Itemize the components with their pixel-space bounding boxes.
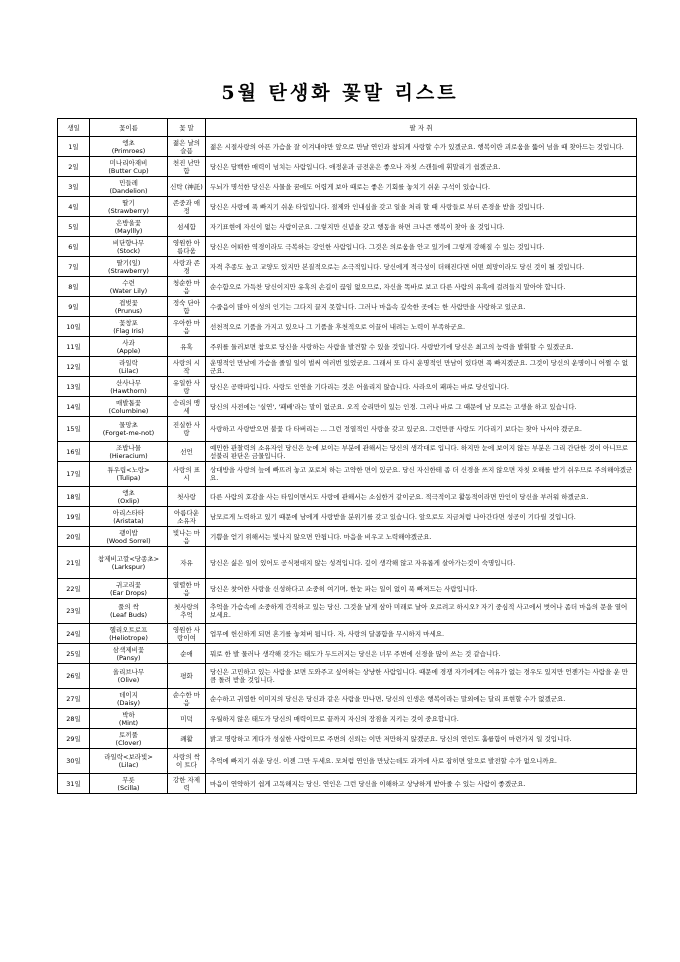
fortune-description-cell: 마음이 연약하기 쉽게 고독해지는 당신. 연인은 그런 당신을 이해하고 상냥하게 받아줄 수 있는 사람이 좋겠군요. [206,774,637,794]
flower-english-name: (Olive) [117,676,140,684]
flower-language-cell: 신탁 (神託) [168,177,206,197]
flower-english-name: (Clover) [115,738,142,747]
flower-name-cell [90,599,168,624]
flower-english-name: (Scilla) [117,783,140,792]
flower-language-cell: 자유 [168,547,206,579]
flower-language-cell: 평화 [168,664,206,689]
flower-language-cell: 첫사랑의 추억 [168,599,206,624]
flower-english-name: (Ear Drops) [110,588,147,597]
flower-korean-name: 아리스타타 [112,508,145,517]
flower-english-name: (Water Lily) [109,286,148,295]
table-row [58,547,637,579]
flower-english-name: (Prunus) [114,306,143,315]
column-header-fortune: 팔 자 취 [206,119,637,137]
birth-date-cell: 22일 [58,579,90,599]
fortune-description-cell: 추억을 가슴속에 소중하게 간직하고 있는 당신. 그것을 날게 삼아 미래로 날아 오르려고 하시오? 자기 중심적 사고에서 벗어나 좀더 마음의 문을 열어 보세요. [206,599,637,624]
column-header-flower-name: 꽃이름 [90,119,168,137]
table-row [58,377,637,397]
fortune-description-cell: 상대방을 사랑의 늪에 빠뜨려 놓고 포로처 하는 고약한 면이 있군요. 당신 자신한테 좀 더 신경을 쓰지 않으면 자칫 오해를 받기 쉬우므로 주의해야겠군요. [206,462,637,487]
flower-name-cell [90,442,168,462]
flower-language-cell: 천진 난만함 [168,157,206,177]
flower-language-cell: 빛나는 마음 [168,527,206,547]
flower-language-cell: 젊은 날의 슬픔 [168,137,206,157]
flower-language-cell: 청순한 마음 [168,277,206,297]
flower-language-cell: 섬세함 [168,217,206,237]
birth-date-cell: 17일 [58,462,90,487]
flower-language-cell: 사랑의 표시 [168,462,206,487]
table-row [58,689,637,709]
flower-korean-name: 수련 [122,278,135,287]
flower-korean-name: 사과 [122,338,135,347]
fortune-description-cell: 예민한 관찰력의 소유자인 당신은 눈에 보이는 부분에 관해서는 당신의 생각대로 입니다. 하지만 눈에 보이지 않는 부분은 그리 간단한 것이 아니므로 섣불리 판단은 금물입니다. [206,442,637,462]
fortune-description-cell: 당신은 찻어한 사랑을 신성하다고 소중히 여기며, 한눈 파는 일이 없이 푹 빠져드는 사람입니다. [206,579,637,599]
flower-korean-name: 라일락 [119,358,138,367]
birth-date-cell: 21일 [58,547,90,579]
flower-english-name: (Strawberry) [108,266,149,275]
table-row [58,397,637,417]
birth-date-cell: 1일 [58,137,90,157]
flower-english-name: (Wood Sorrel) [106,536,151,545]
flower-name-cell [90,527,168,547]
flower-name-cell [90,317,168,337]
table-row [58,157,637,177]
fortune-description-cell: 당신은 담백한 매력이 넘치는 사람입니다. 애정운과 금전운은 좋으나 자칫 스캔들에 휘말리기 쉽겠군요. [206,157,637,177]
flower-english-name: (Daisy) [116,698,141,707]
birth-date-cell: 24일 [58,624,90,644]
flower-english-name: (Stock) [116,246,141,255]
table-row [58,177,637,197]
birth-date-cell: 29일 [58,729,90,749]
flower-english-name: (Apple) [116,346,141,355]
birth-date-cell: 27일 [58,689,90,709]
flower-korean-name: 비단향나무 [112,238,145,247]
fortune-description-cell: 젊은 시절사랑의 아픈 가슴을 잘 이겨내야만 앞으로 만날 연인과 참되게 사랑할 수가 있겠군요. 행복이란 괴로움을 뚫어 넘을 때 찾아드는 것입니다. [206,137,637,157]
flower-name-cell [90,709,168,729]
flower-name-cell [90,729,168,749]
fortune-description-cell: 다른 사람의 호감을 사는 타입이면서도 사랑에 관해서는 소심한거 같이군요. 적극적이고 활동적이라면 만인이 당신을 부러워 하겠군요. [206,487,637,507]
fortune-description-cell: 당신은 어떠한 역경이라도 극복하는 강인한 사람입니다. 그것은 의로움을 안고 있기에 그렇게 강해질 수 있는 것입니다. [206,237,637,257]
flower-language-cell: 순애 [168,644,206,664]
flower-korean-name: 딸기(잎) [116,258,141,267]
fortune-description-cell: 우월하지 않은 태도가 당신의 매력이므로 끝까지 자신의 장점을 지키는 것이 중요합니다. [206,709,637,729]
table-row [58,579,637,599]
birth-date-cell: 28일 [58,709,90,729]
birth-date-cell: 14일 [58,397,90,417]
flower-english-name: (Butter Cup) [108,166,149,175]
flower-language-cell: 우아한 마음 [168,317,206,337]
table-row [58,257,637,277]
flower-name-cell [90,487,168,507]
flower-language-cell: 아름다운 소유자 [168,507,206,527]
flower-language-cell: 유일한 사랑 [168,377,206,397]
fortune-description-cell: 자격 추종도 높고 교양도 있지만 본질적으로는 소극적입니다. 당신에게 적극성이 더해진다면 어떤 희망이라도 당신 것이 될 것입니다. [206,257,637,277]
flower-korean-name: 귀고리꽃 [115,580,142,589]
flower-name-cell [90,579,168,599]
flower-korean-name: 올리브나무 [112,668,145,676]
page-title: 5월 탄생화 꽃말 리스트 [221,82,459,104]
birth-date-cell: 12일 [58,357,90,377]
flower-name-cell [90,664,168,689]
fortune-description-cell: 밝고 명랑하고 게다가 성실한 사람이므로 주변의 신뢰는 이만 저만하지 않겠군요. 당신의 연인도 훌륭함이 마련가지 일 것입니다. [206,729,637,749]
birth-date-cell: 2일 [58,157,90,177]
flower-name-cell [90,137,168,157]
flower-english-name: (Dandelion) [109,186,148,195]
flower-english-name: (Aristata) [113,516,144,525]
fortune-description-cell: 기쁨을 얻기 위해서는 빛나지 않으면 안됩니다. 마음을 비우고 노력해야겠군요. [206,527,637,547]
table-row [58,357,637,377]
birth-flower-table [57,118,637,794]
flower-korean-name: 매발톱꽃 [115,398,142,407]
fortune-description-cell: 사랑하고 사랑받으면 불꽃 다 타버리는 ... 그런 정열적인 사랑을 갖고 있군요. 그런만큼 사랑도 기다리기 보다는 찾아 나서야 겠군요. [206,417,637,442]
flower-language-cell: 첫사랑 [168,487,206,507]
table-header-row [58,119,637,137]
flower-name-cell [90,624,168,644]
flower-english-name: (Larkspur) [111,562,146,571]
flower-language-cell: 열렬한 마음 [168,579,206,599]
flower-english-name: (Primroes) [111,146,146,155]
flower-korean-name: 튜우립<노랑> [107,466,150,474]
flower-english-name: (Leaf Buds) [109,611,147,619]
flower-name-cell [90,357,168,377]
birth-date-cell: 9일 [58,297,90,317]
flower-korean-name: 괭이밥 [119,528,138,537]
flower-korean-name: 산사나무 [115,378,142,387]
fortune-description-cell: 당신의 사전에는 '실연', '패배'라는 말이 없군요. 오직 승리만이 있는 인경. 그러나 바로 그 때문에 남 모르는 고생을 하고 있습니다. [206,397,637,417]
birth-date-cell: 18일 [58,487,90,507]
flower-korean-name: 조밥나물 [115,443,142,452]
flower-name-cell [90,644,168,664]
flower-english-name: (Tulipa) [116,474,141,482]
table-row [58,644,637,664]
table-row [58,137,637,157]
flower-language-cell: 존중과 애정 [168,197,206,217]
flower-korean-name: 헬리오트로프 [109,625,148,634]
flower-korean-name: 미나리아재비 [109,158,148,167]
birth-date-cell: 10일 [58,317,90,337]
flower-english-name: (Columbine) [108,406,149,415]
flower-name-cell [90,157,168,177]
flower-language-cell: 승리의 맹세 [168,397,206,417]
flower-korean-name: 엥초 [122,138,135,147]
flower-korean-name: 데이지 [119,690,138,699]
flower-korean-name: 꽃창포 [119,318,138,327]
fortune-description-cell: 뭐로 한 발 물러나 생각해 갖가는 태도가 두드러지는 당신은 너무 주변에 신경을 많이 쓰는 것 같습니다. [206,644,637,664]
flower-english-name: (Mint) [118,718,139,727]
fortune-description-cell: 남모르게 노력하고 있기 때문에 남에게 사랑받을 분위기를 갖고 있습니다. 앞으로도 지금처럼 나아간다면 성공이 기다릴 것입니다. [206,507,637,527]
birth-date-cell: 30일 [58,749,90,774]
table-row [58,774,637,794]
flower-korean-name: 박하 [122,710,135,719]
flower-name-cell [90,337,168,357]
birth-date-cell: 26일 [58,664,90,689]
table-row [58,337,637,357]
flower-language-cell: 진실한 사랑 [168,417,206,442]
fortune-description-cell: 주위를 둘러보면 참으로 당신을 사랑하는 사람을 발견할 수 있을 것입니다. 사랑받기에 당신은 최고의 능력을 발휘할 수 있겠군요. [206,337,637,357]
fortune-description-cell: 당신은 사랑에 푹 빠지기 쉬운 타입입니다. 절제와 인내심을 갖고 일을 처리 할 때 사랑들로 부터 존경을 받을 것입니다. [206,197,637,217]
flower-name-cell [90,297,168,317]
flower-korean-name: 무릇 [122,775,135,784]
table-row [58,624,637,644]
table-row [58,664,637,689]
flower-language-cell: 순수한 마음 [168,689,206,709]
flower-name-cell [90,217,168,237]
table-row [58,317,637,337]
flower-korean-name: 토끼풀 [119,730,138,739]
column-header-flower-language: 꽃 말 [168,119,206,137]
flower-name-cell [90,277,168,297]
flower-english-name: (Hieracium) [109,451,148,460]
flower-english-name: (Lilac) [118,761,139,769]
flower-name-cell [90,257,168,277]
flower-korean-name: 딸기 [122,198,135,207]
flower-language-cell: 유혹 [168,337,206,357]
birth-date-cell: 3일 [58,177,90,197]
fortune-description-cell: 수줍음이 많아 이성의 인기는 그다지 끌지 못합니다. 그러나 마음속 깊숙한 곳에는 한 사람만을 사랑하고 있군요. [206,297,637,317]
flower-name-cell [90,507,168,527]
table-row [58,599,637,624]
flower-korean-name: 물망초 [119,421,138,429]
birth-date-cell: 23일 [58,599,90,624]
flower-name-cell [90,397,168,417]
flower-name-cell [90,237,168,257]
fortune-description-cell: 선천적으로 기품을 가지고 있으나 그 기품을 후천적으로 이끌어 내려는 노력이 부족하군요. [206,317,637,337]
flower-name-cell [90,177,168,197]
birth-date-cell: 11일 [58,337,90,357]
table-row [58,277,637,297]
fortune-description-cell: 업무에 헌신하게 되면 혼기를 놓쳐버 됩니다. 자, 사랑의 달콤함을 무시하지 마세요. [206,624,637,644]
fortune-description-cell: 당신은 싫은 일이 있어도 공식평대지 않는 성격입니다. 깊이 생각해 않고 자유롭게 살아가는것이 숙명입니다. [206,547,637,579]
birth-date-cell: 4일 [58,197,90,217]
birth-date-cell: 7일 [58,257,90,277]
birth-date-cell: 13일 [58,377,90,397]
table-row [58,217,637,237]
flower-korean-name: 참제비고깔<당종초> [97,554,160,563]
table-row [58,237,637,257]
birth-date-cell: 25일 [58,644,90,664]
fortune-description-cell: 추억에 빠지기 쉬운 당신. 이젠 그만 두세요. 모처럼 연인을 만났는데도 과거에 사로 잡히면 앞으로 발전할 수가 없으니까요. [206,749,637,774]
birth-date-cell: 5일 [58,217,90,237]
flower-name-cell [90,547,168,579]
flower-language-cell: 쾌활 [168,729,206,749]
fortune-description-cell: 순수함으로 가득찬 당신이지만 유혹의 손길이 끊임 없으므로, 자신을 똑바로 보고 다른 사람의 유혹에 걸려들지 말아야 합니다. [206,277,637,297]
birth-date-cell: 31일 [58,774,90,794]
flower-english-name: (Strawberry) [108,206,149,215]
birth-date-cell: 20일 [58,527,90,547]
flower-name-cell [90,462,168,487]
birth-date-cell: 16일 [58,442,90,462]
birth-date-cell: 19일 [58,507,90,527]
flower-english-name: (Flag Iris) [113,326,144,335]
flower-korean-name: 앵초 [122,488,135,497]
fortune-description-cell: 당신은 공략파입니다. 사랑도 인연을 기다리는 것은 어울리지 않습니다. 사라으이 패파는 바로 당신입니다. [206,377,637,397]
flower-korean-name: 겹벚꽃 [119,298,138,307]
flower-name-cell [90,197,168,217]
birth-date-cell: 15일 [58,417,90,442]
flower-korean-name: 민들레 [119,178,138,187]
flower-english-name: (Hawthorn) [110,386,147,395]
flower-korean-name: 은방울꽃 [115,218,142,227]
table-row [58,487,637,507]
table-row [58,297,637,317]
flower-english-name: (Pansy) [116,653,141,662]
flower-name-cell [90,377,168,397]
fortune-description-cell: 두뇌가 명석한 당신은 사물을 꿈에도 어렵게 보아 때로는 좋은 기회를 놓치기 쉬운 구석이 있습니다. [206,177,637,197]
table-row [58,197,637,217]
flower-language-cell: 영원한 사랑이여 [168,624,206,644]
fortune-description-cell: 자기표현에 자신이 없는 사람이군요. 그렇지만 신념을 갖고 행동을 하면 크나큰 행복이 찾아 올 것입니다. [206,217,637,237]
flower-language-cell: 강한 자제력 [168,774,206,794]
birth-date-cell: 8일 [58,277,90,297]
flower-language-cell: 사랑의 시작 [168,357,206,377]
flower-language-cell: 사랑과 존경 [168,257,206,277]
flower-language-cell: 정숙 단아함 [168,297,206,317]
flower-name-cell [90,749,168,774]
table-row [58,442,637,462]
flower-english-name: (Forget-me-not) [102,429,155,437]
flower-language-cell: 사랑의 싹이 트다 [168,749,206,774]
flower-korean-name: 풀의 싹 [118,603,139,611]
table-row [58,527,637,547]
flower-english-name: (Mayllly) [114,226,143,235]
flower-language-cell: 미덕 [168,709,206,729]
flower-korean-name: 삼색제비꽃 [112,645,145,654]
fortune-description-cell: 당신은 고민하고 있는 사람을 보면 도와주고 싶어하는 상냥한 사람입니다. 때문에 경쟁 자기에게는 여유가 없는 경우도 있지만 언젠가는 사람을 운 만큼 돌려 받을 것입니다. [206,664,637,689]
fortune-description-cell: 순수하고 귀엽한 이미지의 당신은 당신과 같은 사람을 만나면, 당신의 인생은 행복이라는 말외에는 달리 표현할 수가 없겠군요. [206,689,637,709]
table-row [58,729,637,749]
flower-name-cell [90,774,168,794]
table-row [58,417,637,442]
flower-english-name: (Oxlip) [117,496,140,505]
flower-name-cell [90,417,168,442]
flower-english-name: (Heliotrope) [109,633,148,642]
fortune-description-cell: 운명적인 만남에 가슴을 졸일 일이 벌써 여러번 있었군요. 그래서 또 다시 운명적인 만남이 있다면 푹 빠지겠군요. 그것이 당신의 운명이니 어쩔 수 없군요. [206,357,637,377]
flower-language-cell: 선언 [168,442,206,462]
flower-korean-name: 라일락<보라빛> [104,753,153,761]
column-header-date: 생일 [58,119,90,137]
table-row [58,709,637,729]
birth-date-cell: 6일 [58,237,90,257]
table-row [58,507,637,527]
table-row [58,749,637,774]
flower-language-cell: 영원한 아름다움 [168,237,206,257]
flower-english-name: (Lilac) [118,366,139,375]
flower-name-cell [90,689,168,709]
table-row [58,462,637,487]
